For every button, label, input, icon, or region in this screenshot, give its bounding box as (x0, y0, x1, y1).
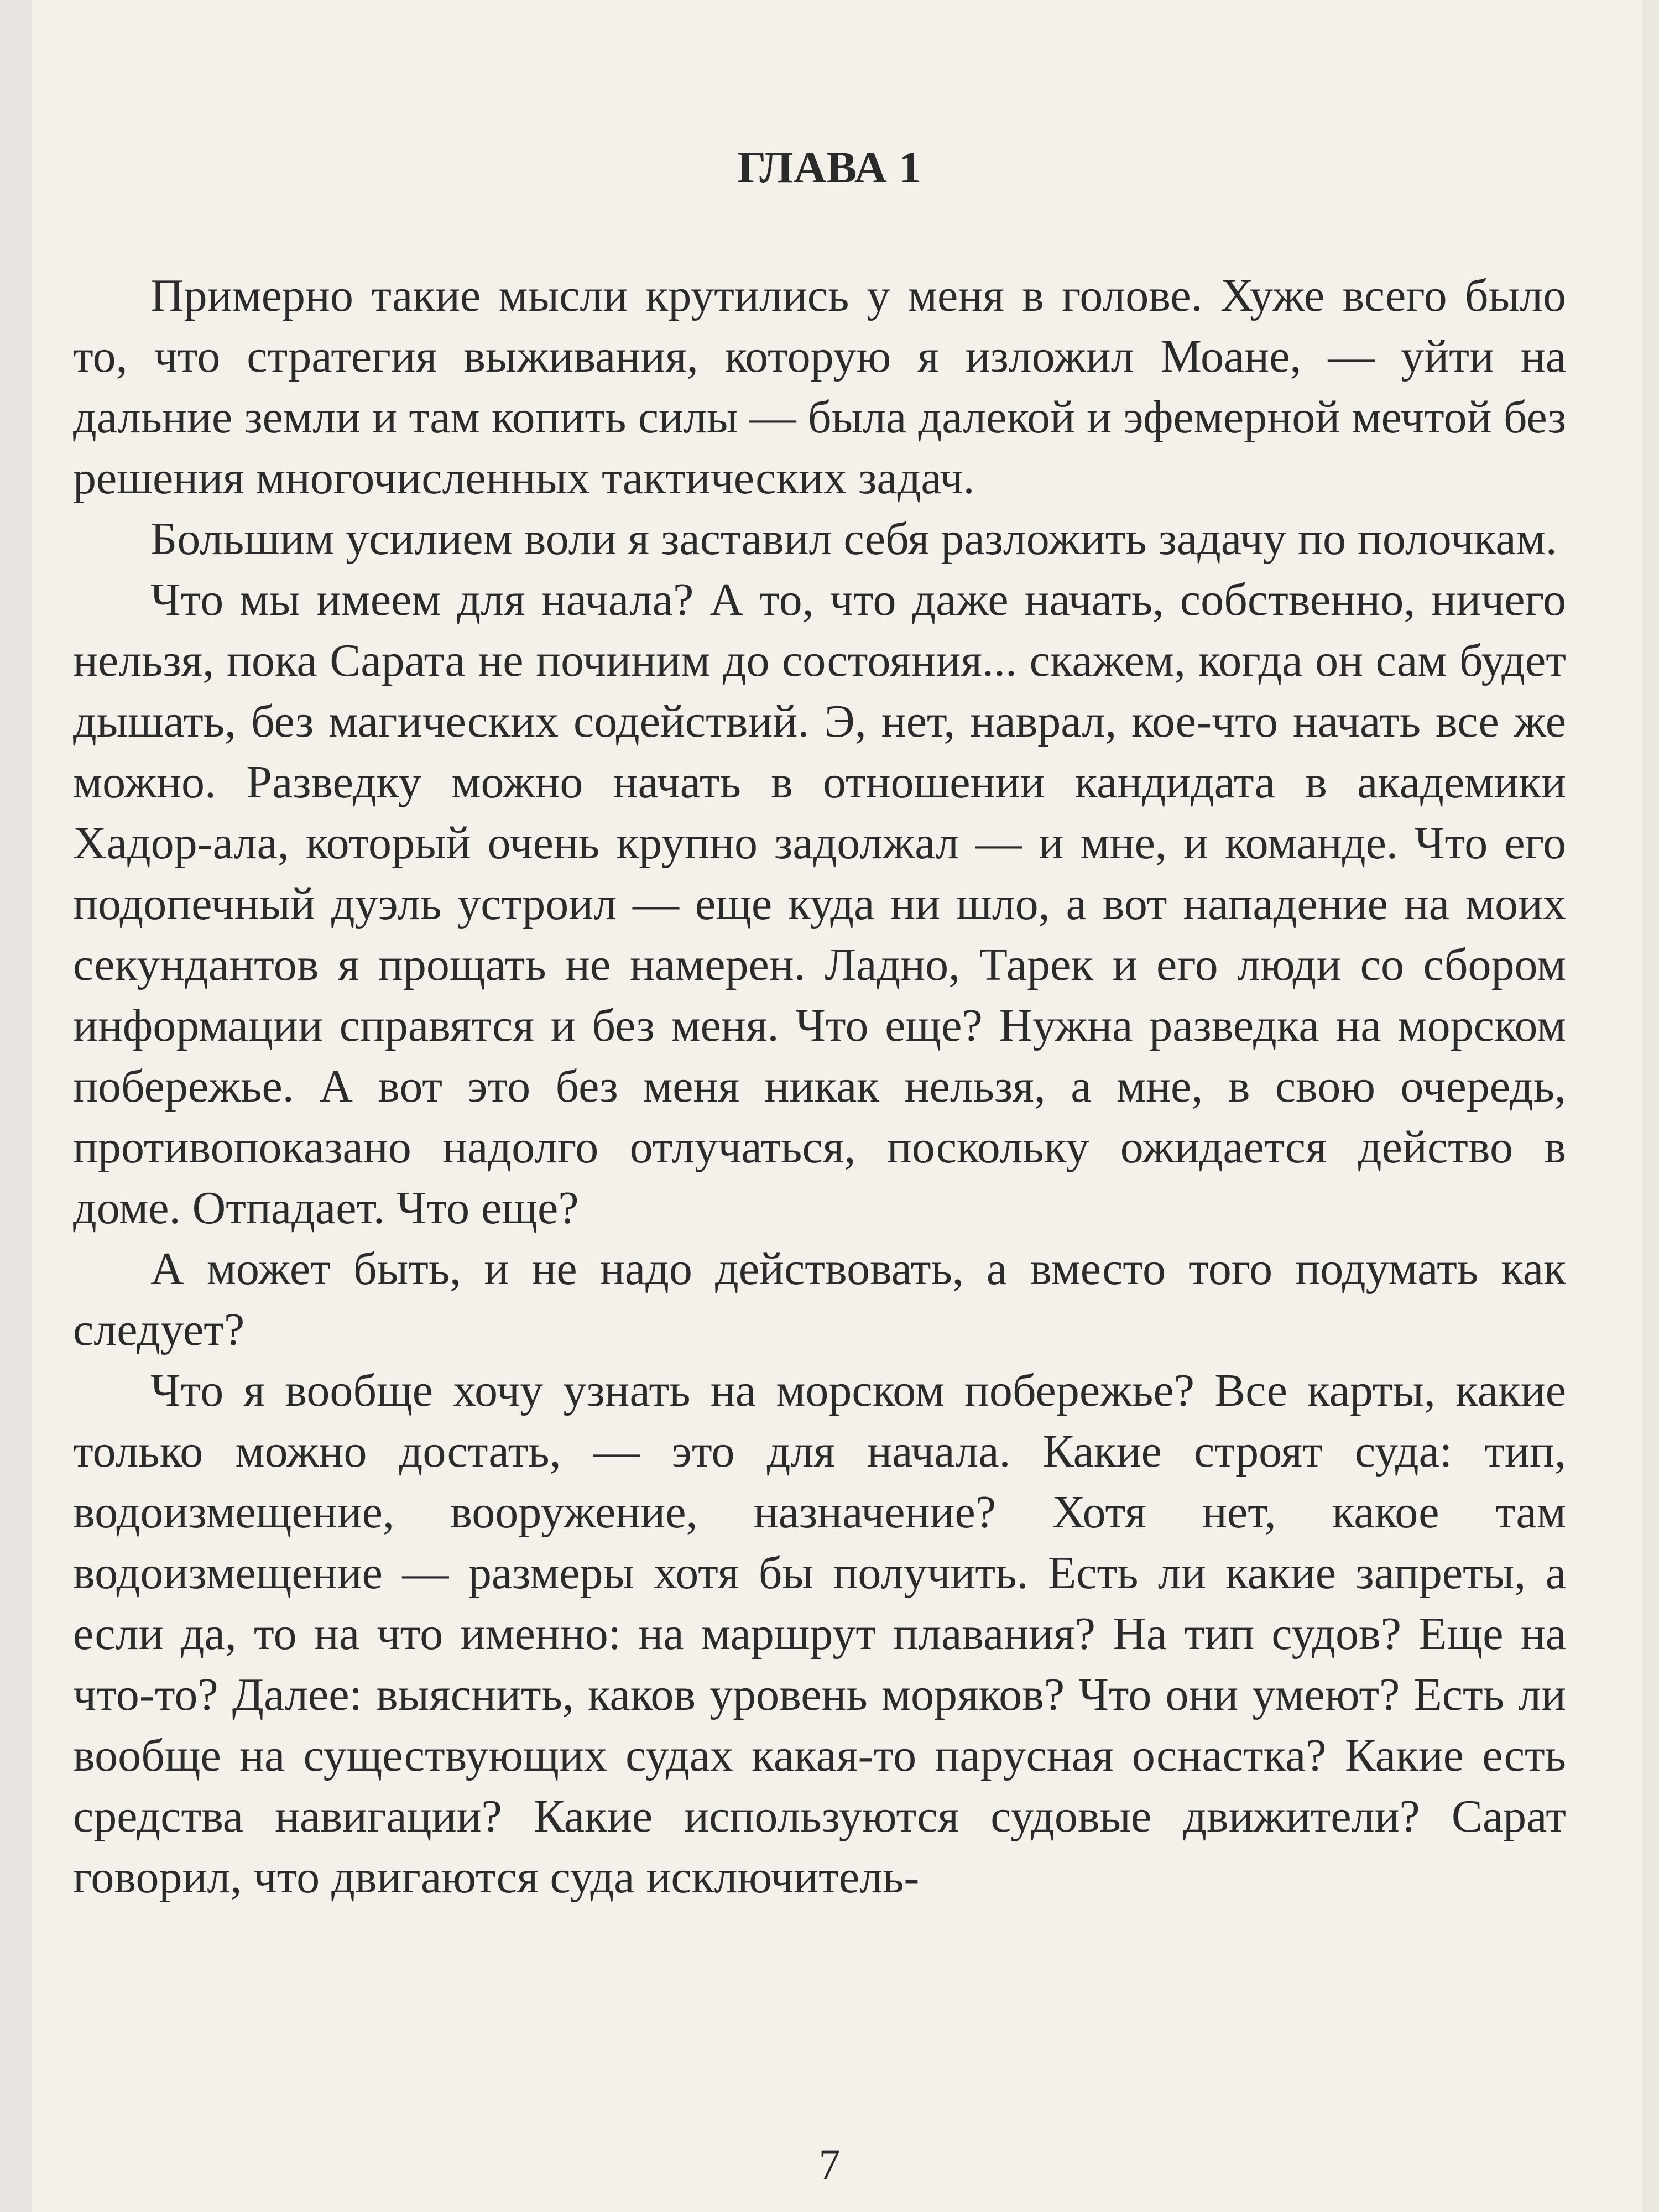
paragraph-4: А может быть, и не надо действовать, а вместо того подумать как следует? (73, 1243, 1566, 1355)
paragraph-5: Что я вообще хочу узнать на морском побережье? Все карты, какие только можно достать, — это для начала. Какие строят суда: тип, водоизмещение, вооружение, назначение? Хотя нет, какое там водоизмещение — размеры хотя бы получить. Есть ли какие запреты, а если да, то на что именно: на маршрут плавания? На тип судов? Еще на что-то? Далее: выяснить, каков уровень моряков? Что они умеют? Есть ли вообще на существующих судах какая-то парусная оснастка? Какие есть средства навигации? Какие используются судовые движители? Сарат говорил, что двигаются суда исключитель- (73, 1365, 1566, 1903)
chapter-title: ГЛАВА 1 (737, 142, 922, 192)
page-left-margin (0, 0, 32, 2212)
paragraph-3: Что мы имеем для начала? А то, что даже начать, собственно, ничего нельзя, пока Сарата не починим до состояния... скажем, когда он сам будет дышать, без магических содействий. Э, нет, наврал, кое-что начать все же можно. Разведку можно начать в отношении кандидата в академики Хадор-ала, который очень крупно задолжал — и мне, и команде. Что его подопечный дуэль устроил — еще куда ни шло, а вот нападение на моих секундантов я прощать не намерен. Ладно, Тарек и его люди со сбором информации справятся и без меня. Что еще? Нужна разведка на морском побережье. А вот это без меня никак нельзя, а мне, в свою очередь, противопоказано надолго отлучаться, поскольку ожидается действо в доме. Отпадает. Что еще? (73, 574, 1566, 1234)
chapter-text (73, 265, 1566, 1908)
page-right-margin (1642, 0, 1659, 2212)
paragraph-1: Примерно такие мысли крутились у меня в голове. Хуже всего было то, что стратегия выживания, которую я изложил Моане, — уйти на дальние земли и там копить силы — была далекой и эфемерной мечтой без решения многочисленных тактических задач. (73, 270, 1566, 504)
paragraph-2: Большим усилием воли я заставил себя разложить задачу по полочкам. (150, 513, 1557, 565)
page-number: 7 (818, 2140, 841, 2188)
